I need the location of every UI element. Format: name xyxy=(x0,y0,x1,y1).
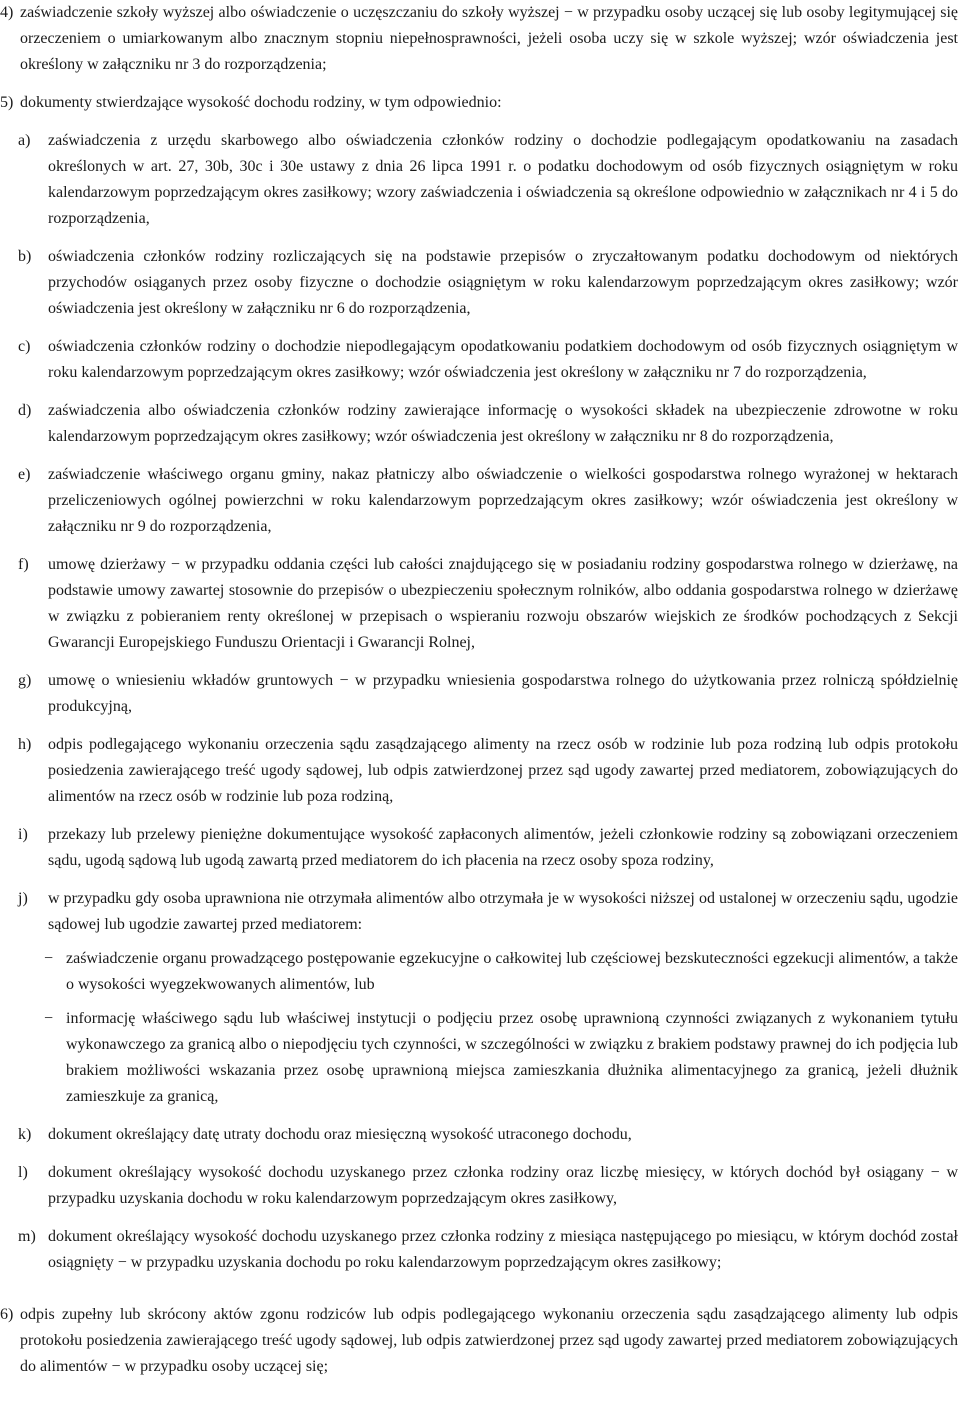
list-item-5j xyxy=(0,886,958,938)
list-item-5m xyxy=(0,1224,958,1276)
item-text: w przypadku gdy osoba uprawniona nie otrzymała alimentów albo otrzymała je w wysokości niższej od ustalonej w orzeczeniu sądu, ugodzie sądowej lub ugodzie zawartej przed mediatorem: xyxy=(48,890,958,933)
item-label: 6) xyxy=(0,1306,14,1323)
item-label: j) xyxy=(18,890,28,907)
list-item-5j-dash-1 xyxy=(0,946,958,998)
list-item-5e xyxy=(0,462,958,540)
list-item-5g xyxy=(0,668,958,720)
item-text: zaświadczenie właściwego organu gminy, nakaz płatniczy albo oświadczenie o wielkości gospodarstwa rolnego wyrażonej w hektarach przeliczeniowych ogólnej powierzchni w roku kalendarzowym poprzedzającym okres zasiłkowy; wzór oświadczenia jest określony w załączniku nr 9 do rozporządzenia, xyxy=(48,466,958,535)
list-item-5a xyxy=(0,128,958,232)
list-item-5i xyxy=(0,822,958,874)
item-label: e) xyxy=(18,466,31,483)
list-item-5k xyxy=(0,1122,958,1148)
item-text: zaświadczenie organu prowadzącego postępowanie egzekucyjne o całkowitej lub częściowej bezskuteczności egzekucji alimentów, a także o wysokości wyegzekwowanych alimentów, lub xyxy=(66,950,958,993)
list-item-5f xyxy=(0,552,958,656)
item-text: umowę o wniesieniu wkładów gruntowych − w przypadku wniesienia gospodarstwa rolnego do użytkowania przez rolniczą spółdzielnię produkcyjną, xyxy=(48,672,958,715)
item-label: m) xyxy=(18,1228,36,1245)
item-text: dokument określający datę utraty dochodu oraz miesięczną wysokość utraconego dochodu, xyxy=(48,1126,632,1143)
item-label: b) xyxy=(18,248,32,265)
item-text: informację właściwego sądu lub właściwej instytucji o podjęciu przez osobę uprawnioną czynności związanych z wykonaniem tytułu wykonawczego za granicą albo o niepodjęciu tych czynności, w szczególności w związku z brakiem podstawy prawnej do ich podjęcia lub brakiem możliwości wskazania przez osobę uprawnioną miejsca zamieszkania dłużnika alimentacyjnego za granicą, jeżeli dłużnik zamieszkuje za granicą, xyxy=(66,1010,958,1105)
item-label: k) xyxy=(18,1126,32,1143)
list-item-5d xyxy=(0,398,958,450)
list-item-5c xyxy=(0,334,958,386)
list-item-5j-dash-2 xyxy=(0,1006,958,1110)
item-label: l) xyxy=(18,1164,28,1181)
item-text: oświadczenia członków rodziny rozliczających się na podstawie przepisów o zryczałtowanym podatku dochodowym od niektórych przychodów osiąganych przez osoby fizyczne o dochodzie osiągniętym w roku kalendarzowym poprzedzającym okres zasiłkowy; wzór oświadczenia jest określony w załączniku nr 6 do rozporządzenia, xyxy=(48,248,958,317)
item-label: 4) xyxy=(0,4,14,21)
item-label: 5) xyxy=(0,94,14,111)
list-item-5 xyxy=(0,90,958,116)
list-item-4 xyxy=(0,0,958,78)
list-item-5l xyxy=(0,1160,958,1212)
item-text: zaświadczenia z urzędu skarbowego albo oświadczenia członków rodziny o dochodzie podlegającym opodatkowaniu na zasadach określonych w art. 27, 30b, 30c i 30e ustawy z dnia 26 lipca 1991 r. o podatku dochodowym od osób fizycznych osiągniętym w roku kalendarzowym poprzedzającym okres zasiłkowy; wzory zaświadczenia i oświadczenia są określone odpowiednio w załącznikach nr 4 i 5 do rozporządzenia, xyxy=(48,132,958,227)
item-label: i) xyxy=(18,826,28,843)
dash-label: − xyxy=(44,1010,54,1027)
item-label: c) xyxy=(18,338,31,355)
item-label: f) xyxy=(18,556,29,573)
item-text: dokumenty stwierdzające wysokość dochodu rodziny, w tym odpowiednio: xyxy=(20,94,502,111)
item-text: zaświadczenie szkoły wyższej albo oświadczenie o uczęszczaniu do szkoły wyższej − w przypadku osoby uczącej się lub osoby legitymującej się orzeczeniem o umiarkowanym albo znacznym stopniu niepełnosprawności, jeżeli osoba uczy się w szkole wyższej; wzór oświadczenia jest określony w załączniku nr 3 do rozporządzenia; xyxy=(20,4,958,73)
item-label: a) xyxy=(18,132,31,149)
list-item-5b xyxy=(0,244,958,322)
item-text: dokument określający wysokość dochodu uzyskanego przez członka rodziny oraz liczbę miesięcy, w których dochód był osiągany − w przypadku uzyskania dochodu w roku kalendarzowym poprzedzającym okres zasiłkowy, xyxy=(48,1164,958,1207)
item-label: h) xyxy=(18,736,32,753)
item-text: przekazy lub przelewy pieniężne dokumentujące wysokość zapłaconych alimentów, jeżeli członkowie rodziny są zobowiązani orzeczeniem sądu, ugodą sądową lub ugodą zawartą przed mediatorem do ich płacenia na rzecz osoby spoza rodziny, xyxy=(48,826,958,869)
item-label: g) xyxy=(18,672,32,689)
item-text: oświadczenia członków rodziny o dochodzie niepodlegającym opodatkowaniu podatkiem dochodowym od osób fizycznych osiągniętym w roku kalendarzowym poprzedzającym okres zasiłkowy; wzór oświadczenia jest określony w załączniku nr 7 do rozporządzenia, xyxy=(48,338,958,381)
item-text: odpis podlegającego wykonaniu orzeczenia sądu zasądzającego alimenty na rzecz osób w rodzinie lub poza rodziną lub odpis protokołu posiedzenia zawierającego treść ugody sądowej, lub odpis zatwierdzonej przez sąd ugody zawartej przed mediatorem, zobowiązujących do alimentów na rzecz osób w rodzinie lub poza rodziną, xyxy=(48,736,958,805)
item-text: umowę dzierżawy − w przypadku oddania części lub całości znajdującego się w posiadaniu rodziny gospodarstwa rolnego w dzierżawę, na podstawie umowy zawartej stosownie do przepisów o ubezpieczeniu społecznym rolników, albo oddania gospodarstwa rolnego w dzierżawę w związku z pobieraniem renty określonej w przepisach o wspieraniu rozwoju obszarów wiejskich ze środków pochodzących z Sekcji Gwarancji Europejskiego Funduszu Orientacji i Gwarancji Rolnej, xyxy=(48,556,958,651)
item-label: d) xyxy=(18,402,32,419)
item-text: dokument określający wysokość dochodu uzyskanego przez członka rodziny z miesiąca następującego po miesiącu, w którym dochód został osiągnięty − w przypadku uzyskania dochodu po roku kalendarzowym poprzedzającym okres zasiłkowy; xyxy=(48,1228,958,1271)
list-item-5h xyxy=(0,732,958,810)
item-text: odpis zupełny lub skrócony aktów zgonu rodziców lub odpis podlegającego wykonaniu orzeczenia sądu zasądzającego alimenty lub odpis protokołu posiedzenia zawierającego treść ugody sądowej, lub odpis zatwierdzonej przez sąd ugody zawartej przed mediatorem zobowiązujących do alimentów − w przypadku osoby uczącej się; xyxy=(20,1306,958,1375)
dash-label: − xyxy=(44,950,54,967)
list-item-6 xyxy=(0,1302,958,1380)
item-text: zaświadczenia albo oświadczenia członków rodziny zawierające informację o wysokości składek na ubezpieczenie zdrowotne w roku kalendarzowym poprzedzającym okres zasiłkowy; wzór oświadczenia jest określony w załączniku nr 8 do rozporządzenia, xyxy=(48,402,958,445)
